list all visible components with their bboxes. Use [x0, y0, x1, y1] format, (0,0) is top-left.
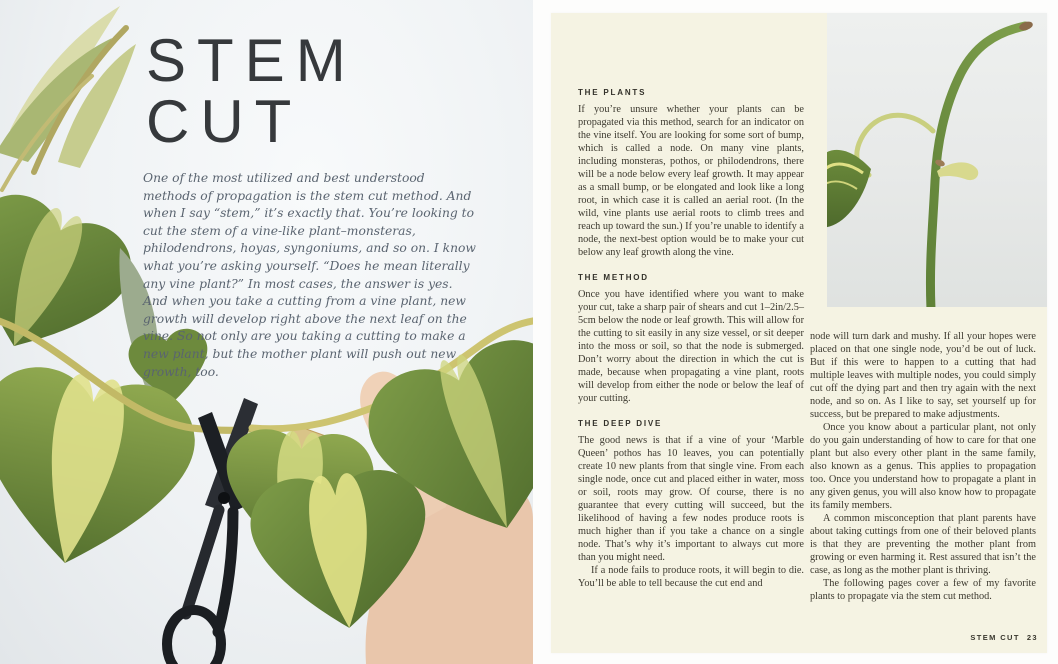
- right-page: [551, 13, 1047, 653]
- chapter-title: [146, 27, 357, 155]
- new-growth-shoots-illustration: [0, 6, 136, 190]
- section-heading-plants: THE PLANTS: [578, 88, 647, 97]
- method-paragraph: Once you have identified where you want to make your cut, take a sharp pair of shears and cut 1–2in/2.5–5cm below the node or leaf growth. This will allow for the cutting to sit easily in any size vessel, or sit deeper into the moss or soil, so that the node is submerged. Don’t worry about the direction in which the cut is made, because when propagating a vine plant, roots will develop from either the node or below the leaf of your cutting.: [578, 289, 805, 404]
- deep-dive-paragraph-2: If a node fails to produce roots, it will begin to die. You’ll be able to tell because the cut end and: [578, 565, 804, 589]
- page-number: 23: [1026, 633, 1038, 642]
- chapter-intro-text: One of the most utilized and best understood methods of propagation is the stem cut method. And when I say “stem,” it’s exactly that. You’re looking to cut the stem of a vine-like plant–monsteras, philodendrons, hoyas, syngoniums, and so on. I know what you’re asking yourself. “Does he mean literally any vine plant?” In most cases, the answer is yes. And when you take a cutting from a vine plant, new growth will develop right above the next leaf on the vine. So not only are you taking a cutting to make a new plant, but the mother plant will push out new growth, too.: [143, 171, 476, 379]
- misconception-paragraph: A common misconception that plant parents have about taking cuttings from one of their beloved plants is that they are preventing the mother plant from growing or even harming it. Rest assured that isn’t the case, as long as the mother plant is thriving.: [810, 513, 1036, 576]
- running-head: STEM CUT: [970, 633, 1020, 642]
- plants-paragraph: If you’re unsure whether your plants can be propagated via this method, search for an indicator on the vine itself. You are looking for some sort of bump, which is called a node. On many vine plants, including monsteras, pothos, or philodendrons, there will be a node below every leaf growth. It may appear as a small bump, or be elongated and look like a long root, in which case it is called an aerial root. (In the wild, vine plants use aerial roots to climb trees and reach up toward the sun.) If you’re unable to identify a node, the next-best option would be to make your cut below any leaf growth along the vine.: [578, 104, 804, 258]
- closing-paragraph: The following pages cover a few of my favorite plants to propagate via the stem cut method.: [810, 578, 1036, 602]
- stem-node-illustration: [827, 13, 1047, 307]
- genus-paragraph: Once you know about a particular plant, not only do you gain understanding of how to care for that one plant but also every other plant in the same family, also known as a genus. This applies to propagation too. Once you understand how to propagate a plant in any given genus, you will also know how to propagate its family members.: [810, 422, 1036, 511]
- stem-node-photo: [827, 13, 1047, 307]
- text-column-2: [810, 330, 1036, 603]
- section-heading-deep-dive: THE DEEP DIVE: [578, 419, 663, 428]
- continued-paragraph: node will turn dark and mushy. If all your hopes were placed on that one single node, you’d be out of luck. But if this were to happen to a cutting that had multiple leaves with multiple nodes, you could simply cut off the dying part and then try again with the next node, and so on. As I like to say, set yourself up for success, but be prepared to make adjustments.: [810, 331, 1036, 420]
- page-footer: [970, 633, 1038, 642]
- section-heading-method: THE METHOD: [578, 273, 649, 282]
- deep-dive-paragraph-1: The good news is that if a vine of your ‘Marble Queen’ pothos has 10 leaves, you can potentially create 10 new plants from that single vine. From each single node, once cut and placed either in water, moss or soil, roots may grow. Of course, there is no guarantee that every cutting will succeed, but the likelihood of having a few nodes produce roots is much higher than if you take a chance on a single node. That’s why it’s important to always cut more than you might need.: [578, 435, 804, 563]
- chapter-title-line-1: STEM: [146, 27, 357, 94]
- text-column-1: [578, 88, 804, 590]
- chapter-title-line-2: CUT: [146, 88, 303, 155]
